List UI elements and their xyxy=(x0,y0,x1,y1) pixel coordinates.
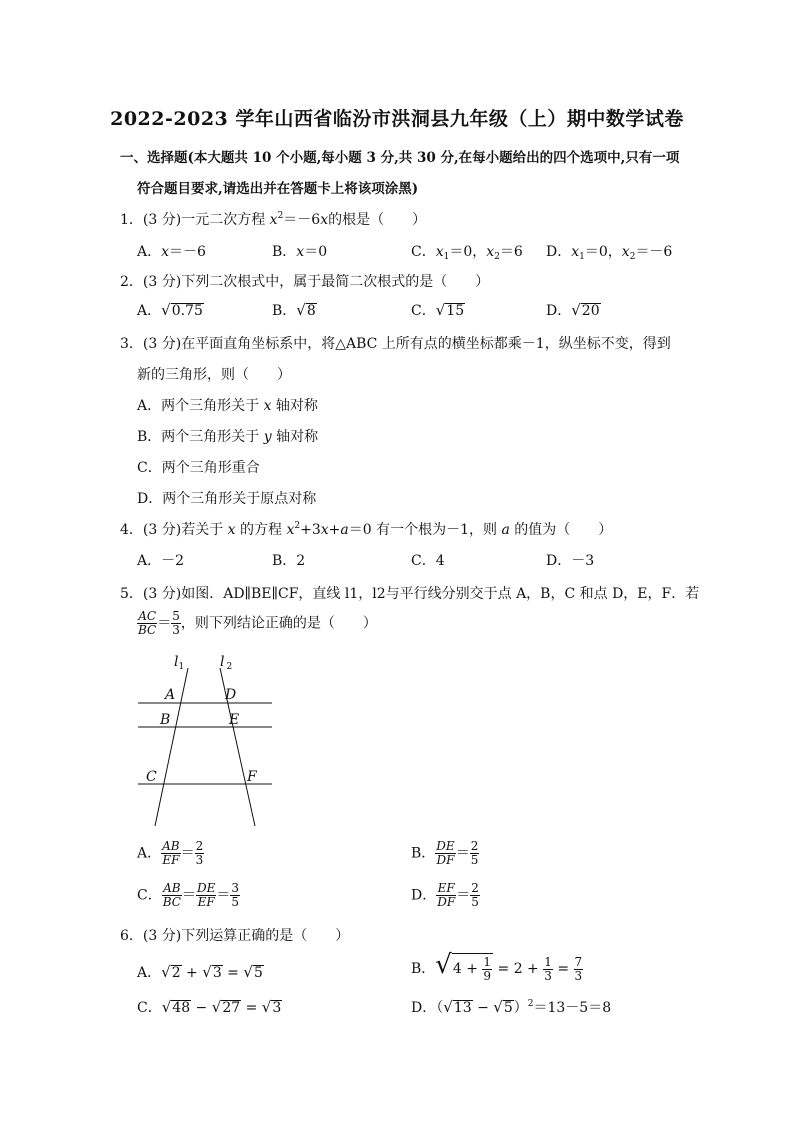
q1-option-b[interactable]: B．x＝0 xyxy=(272,244,328,260)
question-3-line2: 新的三角形，则（ ） xyxy=(137,367,291,383)
q5-option-a[interactable]: A． $\frac{AB}{EF}$ ＝ $\frac{2}{3}$ xyxy=(137,839,204,867)
point-a: A xyxy=(165,687,176,703)
question-4: 4．(3 分)若关于 x 的方程 $x^2+3x+a=0$ 有一个根为－1，则 a 的值为（ ） xyxy=(120,521,613,538)
q4-option-d[interactable]: D．－3 xyxy=(546,553,595,569)
q2-option-d[interactable]: D．√20 xyxy=(546,301,600,319)
q4-option-c[interactable]: C．4 xyxy=(411,553,445,569)
q1-option-d[interactable]: D．$x_1=0$，$x_2=-6$ xyxy=(546,244,673,262)
q3-option-d[interactable]: D．两个三角形关于原点对称 xyxy=(137,491,317,507)
question-3: 3．(3 分)在平面直角坐标系中，将△ABC 上所有点的横坐标都乘－1，纵坐标不变，得到 xyxy=(120,336,671,352)
q1-option-a[interactable]: A．x＝－6 xyxy=(137,244,206,260)
q5-option-d[interactable]: D． $\frac{EF}{DF}$ ＝ $\frac{2}{5}$ xyxy=(411,881,479,909)
section-heading-line2: 符合题目要求,请选出并在答题卡上将该项涂黑) xyxy=(137,181,419,197)
question-5-line2: $\frac{AC}{BC}$ ＝ $\frac{5}{3}$ ，则下列结论正确的是（ ） xyxy=(138,609,377,637)
question-number: 1．(3 分) xyxy=(120,212,182,228)
point-b: B xyxy=(160,712,171,728)
q6-option-d[interactable]: D．$(√13 - √5)^2=13-5=8$ xyxy=(411,998,612,1016)
q2-option-a[interactable]: A．√0.75 xyxy=(137,301,203,319)
point-f: F xyxy=(247,769,257,785)
label-l2: l $_2$ xyxy=(220,654,233,672)
question-5: 5．(3 分)如图．AD∥BE∥CF，直线 l1，l2与平行线分别交于点 A，B，C 和点 D，E，F．若 xyxy=(120,586,700,602)
q3-option-b[interactable]: B．两个三角形关于 y 轴对称 xyxy=(137,429,319,445)
label-l1: $l_1$ xyxy=(174,654,185,672)
section-heading-line1: 一、选择题(本大题共 10 个小题,每小题 3 分,共 30 分,在每小题给出的四个选项中,只有一项 xyxy=(120,150,680,166)
question-6: 6．(3 分)下列运算正确的是（ ） xyxy=(120,928,350,944)
q4-option-b[interactable]: B．2 xyxy=(272,553,306,569)
q4-option-a[interactable]: A．－2 xyxy=(137,553,185,569)
q1-option-c[interactable]: C．$x_1=0$，$x_2=6$ xyxy=(411,244,523,262)
exam-title: 2022-2023 学年山西省临汾市洪洞县九年级（上）期中数学试卷 xyxy=(110,108,684,130)
q2-option-b[interactable]: B．√8 xyxy=(272,301,316,319)
q5-option-c[interactable]: C． $\frac{AB}{BC}$ ＝ $\frac{DE}{EF}$ ＝ $\frac{3}{5}$ xyxy=(137,881,239,909)
q5-option-b[interactable]: B． $\frac{DE}{DF}$ ＝ $\frac{2}{5}$ xyxy=(411,839,479,867)
q6-option-c[interactable]: C．√48 − √27 = √3 xyxy=(137,998,282,1016)
q3-option-c[interactable]: C．两个三角形重合 xyxy=(137,460,260,476)
point-d: D xyxy=(225,687,237,703)
q6-option-b[interactable]: B．√4 + $\frac{1}{9}$ = 2 + $\frac{1}{3}$ = $\frac{7}{3}$ xyxy=(411,950,583,983)
q6-option-a[interactable]: A．√2 + √3 = √5 xyxy=(137,963,263,981)
parallel-lines-figure xyxy=(130,648,280,830)
question-2: 2．(3 分)下列二次根式中，属于最简二次根式的是（ ） xyxy=(120,274,490,290)
q3-option-a[interactable]: A．两个三角形关于 x 轴对称 xyxy=(137,398,318,414)
question-1: 1．(3 分)一元二次方程 $x^2=-6x$的根是（ ） xyxy=(120,211,427,228)
q2-option-c[interactable]: C．√15 xyxy=(411,301,465,319)
point-e: E xyxy=(229,712,240,728)
point-c: C xyxy=(146,769,157,785)
